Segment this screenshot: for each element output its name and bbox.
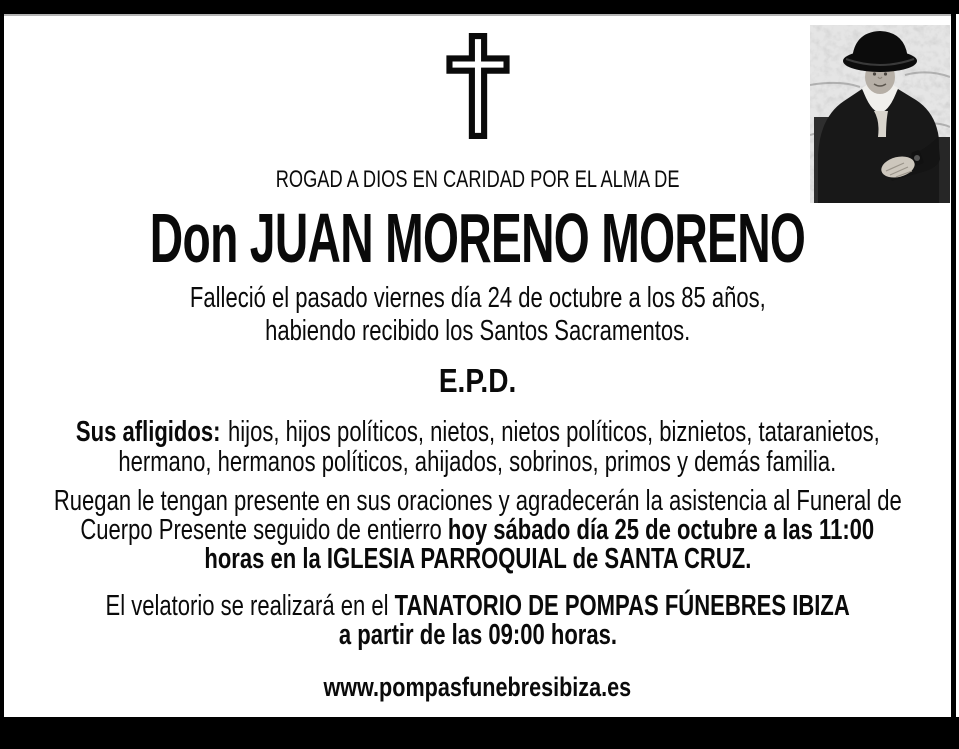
- death-line-2: habiendo recibido los Santos Sacramentos.: [264, 314, 691, 347]
- invocation-text: ROGAD A DIOS EN CARIDAD POR EL ALMA DE: [275, 166, 680, 193]
- frame-gray-line: [2, 14, 951, 16]
- death-line-1: Falleció el pasado viernes día 24 de octubre a los 85 años,: [189, 282, 766, 314]
- wake-line-1: [105, 592, 849, 621]
- website-text: www.pompasfunebresibiza.es: [323, 672, 632, 702]
- deceased-name: Don JUAN MORENO MORENO: [149, 199, 806, 277]
- funeral-line-2-bold: hoy sábado día 25 de octubre a las 11:00: [448, 514, 875, 546]
- funeral-line-3-bold: horas en la IGLESIA PARROQUIAL de SANTA CRUZ.: [204, 543, 751, 575]
- wake-line-2-bold: a partir de las 09:00 horas.: [338, 618, 617, 651]
- mourners-line-1: [76, 417, 880, 447]
- wake-line-1-bold: TANATORIO DE POMPAS FÚNEBRES IBIZA: [394, 590, 850, 622]
- epd-text: E.P.D.: [438, 362, 517, 399]
- wake-line-2: [338, 618, 617, 651]
- mourners-list-1: hijos, hijos políticos, nietos, nietos políticos, biznietos, tataranietos,: [227, 416, 880, 448]
- frame-bottom-border: [0, 717, 959, 749]
- funeral-line-1: Ruegan le tengan presente en sus oraciones y agradecerán la asistencia al Funeral de: [53, 485, 902, 517]
- funeral-line-2: [81, 516, 875, 545]
- mourners-lead: Sus afligidos:: [75, 416, 221, 448]
- funeral-line-2-normal: Cuerpo Presente seguido de entierro: [80, 514, 449, 546]
- funeral-line-3: [204, 545, 751, 574]
- frame-top-border: [0, 0, 959, 14]
- mourners-line-2: hermano, hermanos políticos, ahijados, sobrinos, primos y demás familia.: [118, 446, 837, 478]
- frame-right-border: [951, 0, 956, 749]
- wake-line-1-normal: El velatorio se realizará en el: [105, 590, 395, 622]
- cross-icon: [4, 33, 951, 139]
